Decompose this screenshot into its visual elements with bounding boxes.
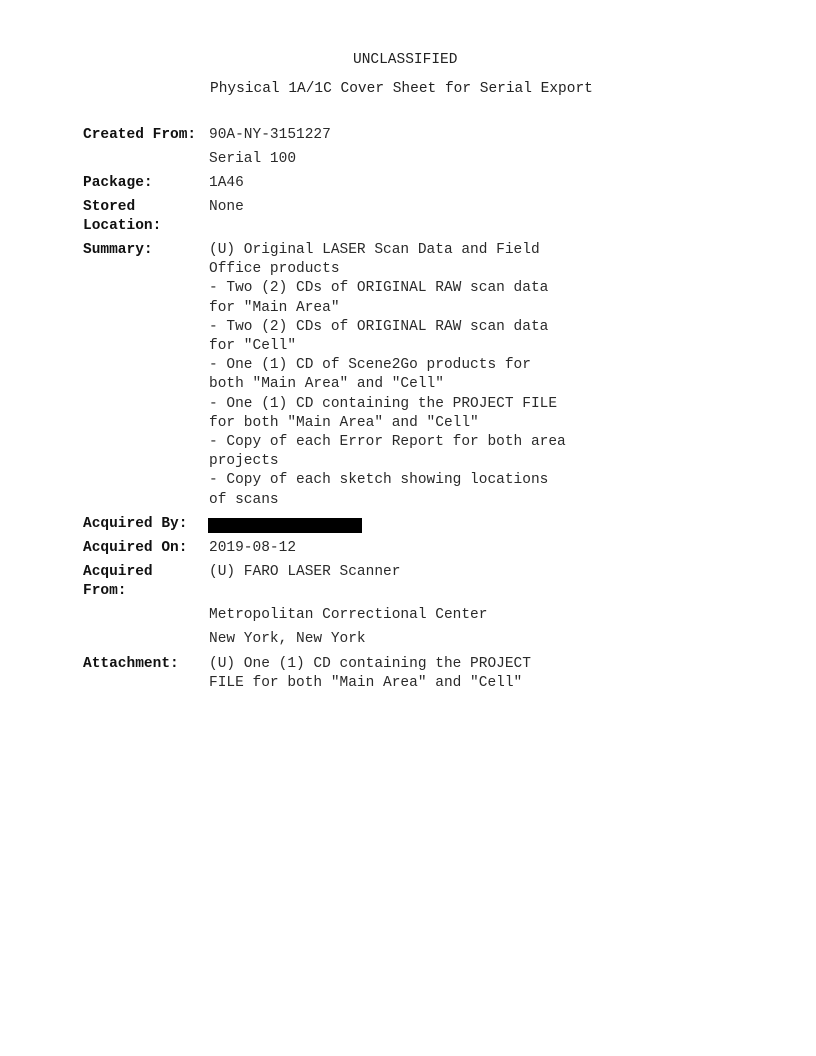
created-from-serial: Serial 100: [209, 151, 297, 167]
acquired-by-redaction: [208, 518, 362, 533]
created-from-label: Created From:: [83, 127, 197, 143]
acquired-from-label: Acquired From:: [83, 564, 153, 600]
acquired-from-location-line1: Metropolitan Correctional Center: [209, 607, 488, 623]
package-label: Package:: [83, 175, 153, 191]
package-value: 1A46: [209, 175, 244, 191]
attachment-value: (U) One (1) CD containing the PROJECT FILE for both "Main Area" and "Cell": [209, 656, 531, 692]
document-title: Physical 1A/1C Cover Sheet for Serial Export: [210, 81, 593, 97]
stored-location-value: None: [209, 199, 244, 215]
acquired-from-value: (U) FARO LASER Scanner: [209, 564, 401, 580]
acquired-on-value: 2019-08-12: [209, 540, 297, 556]
created-from-value: 90A-NY-3151227: [209, 127, 331, 143]
summary-label: Summary:: [83, 242, 153, 258]
acquired-from-location-line2: New York, New York: [209, 631, 366, 647]
acquired-on-label: Acquired On:: [83, 540, 188, 556]
classification-marking: UNCLASSIFIED: [353, 52, 458, 68]
stored-location-label: Stored Location:: [83, 199, 162, 235]
acquired-by-label: Acquired By:: [83, 516, 188, 532]
attachment-label: Attachment:: [83, 656, 179, 672]
summary-value: (U) Original LASER Scan Data and Field Office products - Two (2) CDs of ORIGINAL RAW scan data for "Main Area" - Two (2) CDs of ORIGINAL RAW scan data for "Cell" - One (1) CD of Scene2Go products for both "Main Area" and "Cell" - One (1) CD containing the PROJECT FILE for both "Main Area" and "Cell" - Copy of each Error Report for both area projects - Copy of each sketch showing locations of scans: [209, 242, 566, 508]
